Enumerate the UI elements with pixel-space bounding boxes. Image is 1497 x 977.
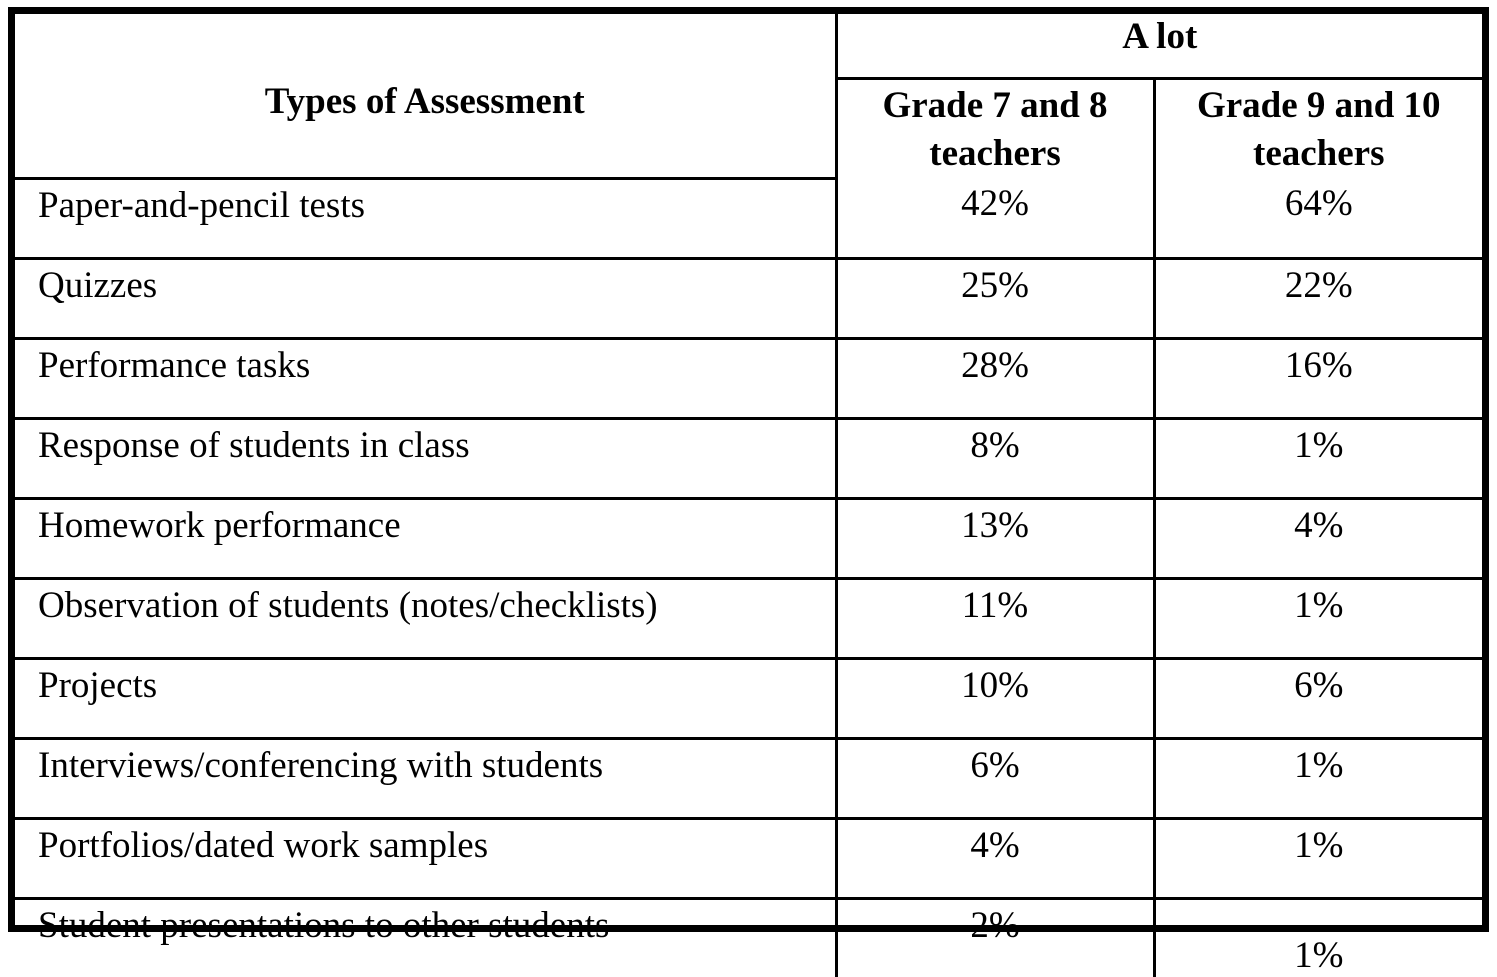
grade-9-10-value: 1%	[1154, 418, 1482, 498]
table-row	[15, 178, 1482, 258]
assessment-type-cell: Homework performance	[15, 498, 836, 578]
a-lot-header: A lot	[836, 14, 1482, 79]
table-row	[15, 818, 1482, 898]
types-of-assessment-header: Types of Assessment	[15, 14, 836, 178]
grade-9-10-value: 4%	[1154, 498, 1482, 578]
grade-7-8-value: 4%	[836, 818, 1154, 898]
header-row-top	[15, 14, 1482, 79]
grade-7-8-value: 10%	[836, 658, 1154, 738]
grade-9-10-value: 1%	[1154, 818, 1482, 898]
table-row	[15, 498, 1482, 578]
table-row	[15, 258, 1482, 338]
assessment-table-frame	[8, 7, 1489, 976]
grade-7-8-value: 2%	[836, 898, 1154, 977]
grade-9-10-header: Grade 9 and 10 teachers	[1154, 79, 1482, 179]
assessment-type-cell: Interviews/conferencing with students	[15, 738, 836, 818]
grade-7-8-value: 28%	[836, 338, 1154, 418]
grade-9-10-value: 1%	[1154, 898, 1482, 977]
grade-9-10-value: 64%	[1154, 178, 1482, 258]
table-row	[15, 578, 1482, 658]
grade-7-8-value: 8%	[836, 418, 1154, 498]
table-row	[15, 898, 1482, 977]
grade-7-8-value: 11%	[836, 578, 1154, 658]
table-row	[15, 418, 1482, 498]
grade-9-10-value: 6%	[1154, 658, 1482, 738]
grade-7-8-header: Grade 7 and 8 teachers	[836, 79, 1154, 179]
assessment-type-cell: Observation of students (notes/checklists)	[15, 578, 836, 658]
grade-7-8-value: 13%	[836, 498, 1154, 578]
grade-9-10-value: 1%	[1154, 738, 1482, 818]
table-row	[15, 738, 1482, 818]
assessment-type-cell: Response of students in class	[15, 418, 836, 498]
table-row	[15, 658, 1482, 738]
table-row	[15, 338, 1482, 418]
assessment-type-cell: Performance tasks	[15, 338, 836, 418]
grade-9-10-value: 1%	[1154, 578, 1482, 658]
assessment-type-cell: Paper-and-pencil tests	[15, 178, 836, 258]
grade-9-10-value: 16%	[1154, 338, 1482, 418]
assessment-type-cell: Student presentations to other students	[15, 898, 836, 977]
assessment-type-cell: Projects	[15, 658, 836, 738]
assessment-type-cell: Portfolios/dated work samples	[15, 818, 836, 898]
grade-7-8-value: 25%	[836, 258, 1154, 338]
grade-9-10-value: 22%	[1154, 258, 1482, 338]
assessment-table	[15, 14, 1482, 977]
grade-7-8-value: 42%	[836, 178, 1154, 258]
grade-7-8-value: 6%	[836, 738, 1154, 818]
assessment-type-cell: Quizzes	[15, 258, 836, 338]
